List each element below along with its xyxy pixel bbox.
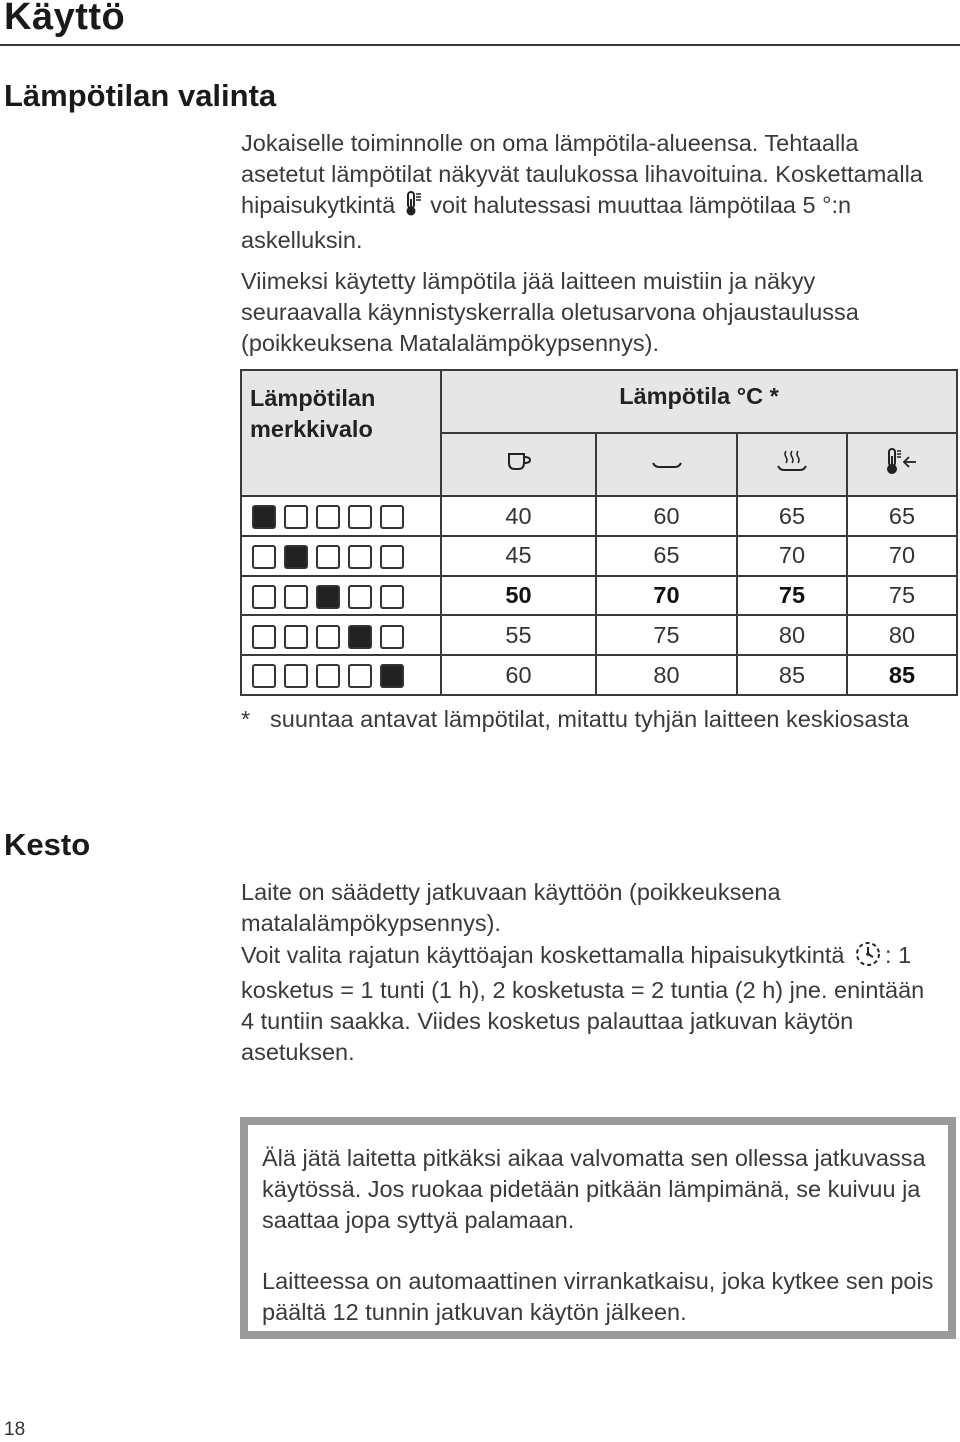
indicator-light-on [316, 585, 340, 609]
footnote-text: suuntaa antavat lämpötilat, mitattu tyhjän laitteen keskiosasta [270, 706, 909, 732]
temperature-intro-paragraph [241, 128, 941, 256]
temperature-value: 70 [596, 576, 737, 616]
plate-icon [596, 433, 737, 496]
table-row [241, 576, 957, 616]
indicator-light-off [316, 505, 340, 529]
thermometer-arrow-icon [847, 433, 957, 496]
indicator-lights [241, 655, 441, 695]
temperature-value: 75 [847, 576, 957, 616]
temperature-value: 70 [737, 536, 847, 576]
indicator-light-off [284, 585, 308, 609]
temperature-value: 80 [596, 655, 737, 695]
paragraph-text: : 1 kosketus = 1 tunti (1 h), 2 kosketusta = 2 tuntia (2 h) jne. enintään 4 tuntiin saakka. Viides kosketus palauttaa jatkuvan käytön asetuksen. [241, 942, 925, 1065]
footnote [241, 704, 910, 735]
indicator-light-off [252, 625, 276, 649]
chapter-divider [0, 44, 960, 46]
warning-content [248, 1125, 948, 1331]
temperature-table [240, 369, 956, 696]
indicator-lights [241, 496, 441, 536]
indicator-lights [241, 615, 441, 655]
indicator-light-off [316, 664, 340, 688]
thermometer-icon [404, 191, 422, 225]
temperature-value: 85 [847, 655, 957, 695]
indicator-light-off [348, 664, 372, 688]
duration-instruction [241, 939, 941, 1068]
steam-plate-icon [737, 433, 847, 496]
temperature-value: 70 [847, 536, 957, 576]
chapter-title: Käyttö [4, 0, 126, 38]
warning-paragraph: Laitteessa on automaattinen virrankatkaisu, joka kytkee sen pois päältä 12 tunnin jatkuvan käytön jälkeen. [262, 1268, 934, 1325]
temperature-value: 75 [737, 576, 847, 616]
paragraph-text: voit halutessasi muuttaa lämpötilaa 5 °:n askelluksin. [241, 192, 852, 253]
indicator-light-on [284, 545, 308, 569]
temperature-value: 80 [847, 615, 957, 655]
indicator-light-off [380, 585, 404, 609]
indicator-light-off [284, 625, 308, 649]
indicator-light-on [348, 625, 372, 649]
page-number: 18 [4, 1419, 26, 1440]
indicator-light-off [380, 625, 404, 649]
warning-paragraph: Älä jätä laitetta pitkäksi aikaa valvomatta sen ollessa jatkuvassa käytössä. Jos ruokaa pidetään pitkään lämpimänä, se kuivuu ja saattaa jopa syttyä palamaan. [262, 1145, 926, 1233]
indicator-light-off [316, 545, 340, 569]
indicator-lights [241, 576, 441, 616]
temperature-value: 65 [737, 496, 847, 536]
table-row [241, 615, 957, 655]
indicator-light-off [348, 545, 372, 569]
indicator-light-off [252, 664, 276, 688]
timer-icon [853, 939, 883, 975]
temperature-value: 80 [737, 615, 847, 655]
indicator-light-off [252, 545, 276, 569]
paragraph-text: Voit valita rajatun käyttöajan koskettamalla hipaisukytkintä [241, 942, 845, 968]
temperature-value: 50 [441, 576, 596, 616]
table-row [241, 655, 957, 695]
section-title-temperature: Lämpötilan valinta [4, 78, 277, 113]
indicator-light-off [252, 585, 276, 609]
indicator-light-off [348, 505, 372, 529]
indicator-light-off [316, 625, 340, 649]
indicator-light-off [380, 505, 404, 529]
temperature-value: 65 [847, 496, 957, 536]
temperature-value: 75 [596, 615, 737, 655]
temperature-value: 60 [441, 655, 596, 695]
temperature-column-header: Lämpötila °C * [441, 370, 957, 433]
table-row [241, 536, 957, 576]
indicator-light-off [284, 664, 308, 688]
table-row [241, 496, 957, 536]
warning-box [240, 1117, 956, 1339]
duration-paragraph [241, 877, 941, 1068]
indicator-light-off [284, 505, 308, 529]
temperature-memory-paragraph: Viimeksi käytetty lämpötila jää laitteen muistiin ja näkyy seuraavalla käynnistyskerralla oletusarvona ohjaustaulussa (poikkeuksena Matalalämpökypsennys). [241, 268, 859, 356]
temperature-value: 60 [596, 496, 737, 536]
indicator-column-header: Lämpötilan merkkivalo [241, 370, 441, 496]
indicator-light-off [380, 545, 404, 569]
temperature-value: 45 [441, 536, 596, 576]
temperature-value: 40 [441, 496, 596, 536]
footnote-marker: * [241, 706, 251, 732]
section-title-duration: Kesto [4, 827, 91, 862]
paragraph-text: Jokaiselle toiminnolle on oma lämpötila-alueensa. Tehtaalla asetetut lämpötilat näkyvät taulukossa lihavoituina. Koskettamalla hipaisukytkintä [241, 130, 923, 218]
indicator-light-on [252, 505, 276, 529]
temperature-value: 85 [737, 655, 847, 695]
cup-icon [441, 433, 596, 496]
indicator-light-off [348, 585, 372, 609]
temperature-value: 65 [596, 536, 737, 576]
indicator-lights [241, 536, 441, 576]
temperature-value: 55 [441, 615, 596, 655]
indicator-light-on [380, 664, 404, 688]
paragraph-text: Laite on säädetty jatkuvaan käyttöön (poikkeuksena matalalämpökypsennys). [241, 879, 781, 936]
